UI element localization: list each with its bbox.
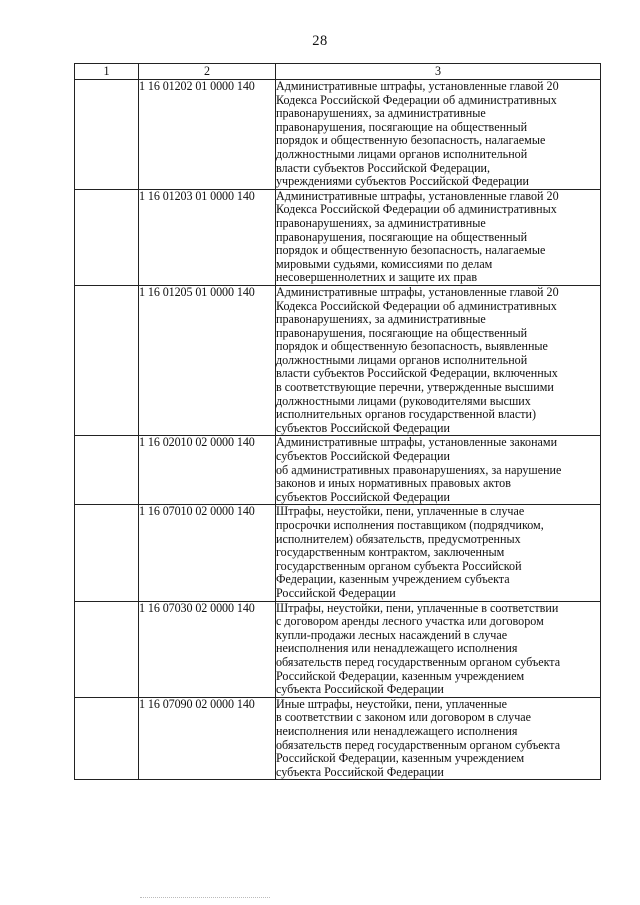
- description-line: исполнителем) обязательств, предусмотренных: [276, 531, 521, 546]
- description-line: правонарушения, посягающие на общественный: [276, 119, 528, 134]
- description-line: об административных правонарушениях, за нарушение: [276, 462, 562, 477]
- row-number-cell: [75, 601, 139, 697]
- description-line: государственным контрактом, заключенным: [276, 545, 505, 560]
- description-cell: [276, 285, 601, 436]
- description-line: правонарушениях, за административные: [276, 106, 486, 121]
- description-line: с договором аренды лесного участка или договором: [276, 614, 544, 629]
- description-cell: [276, 697, 601, 780]
- description-line: в соответствии с законом или договором в случае: [276, 710, 532, 725]
- column-header-1: 1: [75, 64, 139, 80]
- budget-codes-table: [74, 63, 601, 780]
- description-cell: [276, 436, 601, 505]
- description-line: порядок и общественную безопасность, налагаемые: [276, 243, 546, 258]
- table-row: [75, 601, 601, 697]
- description-cell: [276, 505, 601, 601]
- row-number-cell: [75, 436, 139, 505]
- table-row: [75, 697, 601, 780]
- row-number-cell: [75, 80, 139, 190]
- description-line: правонарушения, посягающие на общественный: [276, 229, 528, 244]
- row-number-cell: [75, 697, 139, 780]
- page-number: 28: [312, 33, 328, 49]
- column-header-3: 3: [276, 64, 601, 80]
- row-number-cell: [75, 189, 139, 285]
- description-line: власти субъектов Российской Федерации,: [276, 160, 491, 175]
- description-cell: [276, 189, 601, 285]
- description-line: неисполнения или ненадлежащего исполнения: [276, 641, 518, 656]
- description-line: должностными лицами (руководителями высших: [276, 393, 531, 408]
- description-line: субъекта Российской Федерации: [276, 682, 444, 697]
- description-line: Административные штрафы, установленные законами: [276, 435, 558, 450]
- budget-code-cell: 1 16 02010 02 0000 140: [139, 436, 276, 505]
- description-line: Штрафы, неустойки, пени, уплаченные в случае: [276, 504, 525, 519]
- description-line: субъектов Российской Федерации: [276, 449, 450, 464]
- description-line: купли-продажи лесных насаждений в случае: [276, 627, 508, 642]
- description-line: Административные штрафы, установленные главой 20: [276, 188, 559, 203]
- description-line: правонарушениях, за административные: [276, 215, 486, 230]
- description-line: несовершеннолетних и защите их прав: [276, 270, 478, 285]
- description-line: Российской Федерации, казенным учреждением: [276, 668, 525, 683]
- budget-code-cell: 1 16 01205 01 0000 140: [139, 285, 276, 436]
- row-number-cell: [75, 285, 139, 436]
- budget-code-cell: 1 16 01203 01 0000 140: [139, 189, 276, 285]
- description-line: учреждениями субъектов Российской Федерации: [276, 174, 530, 189]
- description-line: просрочки исполнения поставщиком (подрядчиком,: [276, 518, 544, 532]
- description-line: порядок и общественную безопасность, выявленные: [276, 339, 548, 354]
- budget-code-cell: 1 16 07030 02 0000 140: [139, 601, 276, 697]
- description-line: Федерации, казенным учреждением субъекта: [276, 572, 510, 587]
- description-line: Административные штрафы, установленные главой 20: [276, 79, 559, 93]
- description-line: должностными лицами органов исполнительной: [276, 146, 528, 161]
- description-line: Кодекса Российской Федерации об административных: [276, 298, 557, 313]
- description-line: субъектов Российской Федерации: [276, 489, 450, 504]
- description-line: неисполнения или ненадлежащего исполнения: [276, 723, 518, 738]
- description-line: субъектов Российской Федерации: [276, 420, 450, 435]
- column-header-2: 2: [139, 64, 276, 80]
- budget-code-cell: 1 16 07010 02 0000 140: [139, 505, 276, 601]
- description-line: порядок и общественную безопасность, налагаемые: [276, 133, 546, 148]
- table-row: [75, 436, 601, 505]
- description-line: государственным органом субъекта Российской: [276, 558, 522, 573]
- description-line: обязательств перед государственным органом субъекта: [276, 654, 561, 669]
- table-body: [75, 80, 601, 780]
- description-line: власти субъектов Российской Федерации, включенных: [276, 366, 558, 381]
- description-line: исполнительных органов государственной власти): [276, 407, 537, 422]
- table-row: [75, 189, 601, 285]
- description-line: Административные штрафы, установленные главой 20: [276, 284, 559, 299]
- description-line: Кодекса Российской Федерации об административных: [276, 92, 557, 107]
- description-line: правонарушения, посягающие на общественный: [276, 325, 528, 340]
- description-line: правонарушениях, за административные: [276, 312, 486, 327]
- table-row: [75, 505, 601, 601]
- row-number-cell: [75, 505, 139, 601]
- description-line: обязательств перед государственным органом субъекта: [276, 737, 561, 752]
- description-line: должностными лицами органов исполнительной: [276, 352, 528, 367]
- table-row: [75, 285, 601, 436]
- description-line: законов и иных нормативных правовых актов: [276, 476, 511, 491]
- description-line: субъекта Российской Федерации: [276, 764, 444, 779]
- description-line: Кодекса Российской Федерации об административных: [276, 202, 557, 217]
- description-line: Российской Федерации: [276, 585, 396, 600]
- description-line: Штрафы, неустойки, пени, уплаченные в соответствии: [276, 600, 559, 615]
- budget-code-cell: 1 16 07090 02 0000 140: [139, 697, 276, 780]
- budget-code-cell: 1 16 01202 01 0000 140: [139, 80, 276, 190]
- scan-artifact: [140, 897, 270, 900]
- description-cell: [276, 601, 601, 697]
- description-line: Российской Федерации, казенным учреждением: [276, 751, 525, 766]
- description-line: Иные штрафы, неустойки, пени, уплаченные: [276, 696, 508, 711]
- description-cell: [276, 80, 601, 190]
- table-header-row: [75, 64, 601, 80]
- description-line: в соответствующие перечни, утвержденные высшими: [276, 380, 554, 395]
- description-line: мировыми судьями, комиссиями по делам: [276, 256, 493, 271]
- table-row: [75, 80, 601, 190]
